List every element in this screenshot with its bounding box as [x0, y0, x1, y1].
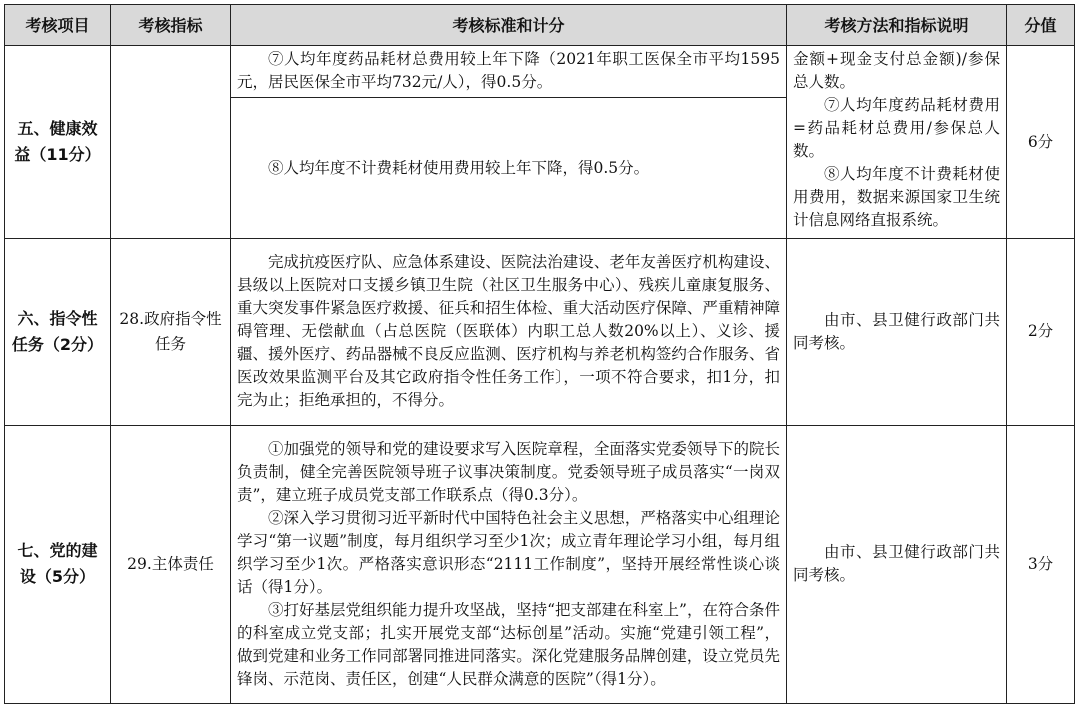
- method-cell: [787, 46, 1007, 239]
- assessment-table: [4, 4, 1075, 704]
- header-criteria: 考核标准和计分: [231, 5, 787, 46]
- score-cell: 2分: [1007, 239, 1075, 425]
- criteria-item: ①加强党的领导和党的建设要求写入医院章程，全面落实党委领导下的院长负责制，健全完善医院领导班子议事决策制度。党委领导班子成员落实“一岗双责”，建立班子成员党支部工作联系点（得0.3分）。: [237, 439, 780, 504]
- table-row: [5, 46, 1075, 98]
- score-cell: 6分: [1007, 46, 1075, 239]
- method-line: 金额+现金支付总金额)/参保总人数。: [793, 50, 1000, 91]
- criteria-cell: [231, 98, 787, 239]
- indicator-cell: 28.政府指令性任务: [111, 239, 231, 425]
- header-row: [5, 5, 1075, 46]
- category-cell: 七、党的建设（5分）: [5, 425, 111, 703]
- method-cell: [787, 239, 1007, 425]
- score-cell: 3分: [1007, 425, 1075, 703]
- method-line: ⑧人均年度不计费耗材使用费用，数据来源国家卫生统计信息网络直报系统。: [793, 165, 1000, 229]
- method-line: ⑦人均年度药品耗材费用=药品耗材总费用/参保总人数。: [793, 96, 1000, 160]
- criteria-item: ⑦人均年度药品耗材总费用较上年下降（2021年职工医保全市平均1595元，居民医保全市平均732元/人），得0.5分。: [237, 50, 780, 91]
- criteria-cell: [231, 46, 787, 98]
- header-category: 考核项目: [5, 5, 111, 46]
- indicator-cell-empty: [111, 46, 231, 239]
- method-line: 由市、县卫健行政部门共同考核。: [793, 543, 1000, 585]
- table-row: [5, 425, 1075, 703]
- method-line: 由市、县卫健行政部门共同考核。: [793, 310, 1000, 352]
- criteria-item: ⑧人均年度不计费耗材使用费用较上年下降，得0.5分。: [268, 158, 650, 177]
- criteria-cell: [231, 425, 787, 703]
- category-cell: 五、健康效益（11分）: [5, 46, 111, 239]
- header-method: 考核方法和指标说明: [787, 5, 1007, 46]
- criteria-item: 完成抗疫医疗队、应急体系建设、医院法治建设、老年友善医疗机构建设、县级以上医院对口支援乡镇卫生院（社区卫生服务中心）、残疾儿童康复服务、重大突发事件紧急医疗救援、征兵和招生体检、重大活动医疗保障、严重精神障碍管理、无偿献血（占总医院（医联体）内职工总人数20%以上）、义诊、援疆、援外医疗、药品器械不良反应监测、医疗机构与养老机构签约合作服务、省医改效果监测平台及其它政府指令性任务工作〕，一项不符合要求，扣1分，扣完为止；拒绝承担的，不得分。: [237, 253, 780, 410]
- criteria-item: ③打好基层党组织能力提升攻坚战，坚持“把支部建在科室上”，在符合条件的科室成立党支部；扎实开展党支部“达标创星”活动。实施“党建引领工程”，做到党建和业务工作同部署同推进同落实。深化党建服务品牌创建，设立党员先锋岗、示范岗、责任区，创建“人民群众满意的医院”（得1分）。: [237, 600, 780, 688]
- criteria-item: ②深入学习贯彻习近平新时代中国特色社会主义思想，严格落实中心组理论学习“第一议题”制度，每月组织学习至少1次；成立青年理论学习小组，每月组织学习至少1次。严格落实意识形态“2111工作制度”，坚持开展经常性谈心谈话（得1分）。: [237, 508, 780, 596]
- header-score: 分值: [1007, 5, 1075, 46]
- table-row: [5, 239, 1075, 425]
- indicator-cell: 29.主体责任: [111, 425, 231, 703]
- method-cell: [787, 425, 1007, 703]
- header-indicator: 考核指标: [111, 5, 231, 46]
- category-cell: 六、指令性任务（2分）: [5, 239, 111, 425]
- criteria-cell: [231, 239, 787, 425]
